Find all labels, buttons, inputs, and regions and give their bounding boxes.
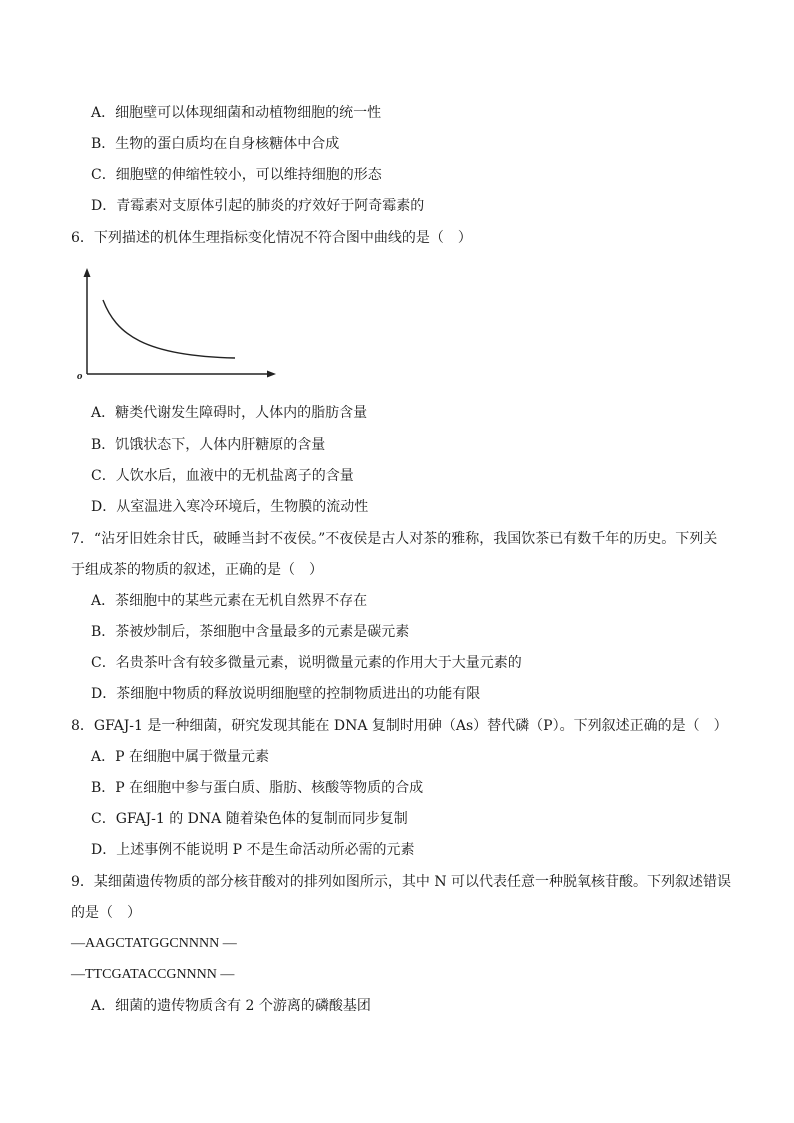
q9-stem-line1: 9．某细菌遗传物质的部分核苷酸对的排列如图所示，其中 N 可以代表任意一种脱氧核苷酸。下列叙述错误 xyxy=(71,874,732,890)
x-axis-arrow xyxy=(267,371,276,378)
q7-option-d: D．茶细胞中物质的释放说明细胞壁的控制物质进出的功能有限 xyxy=(91,686,481,702)
q6-option-d: D．从室温进入寒冷环境后，生物膜的流动性 xyxy=(91,499,369,515)
q6-option-c: C．人饮水后，血液中的无机盐离子的含量 xyxy=(91,468,354,484)
q9-option-a: A．细菌的遗传物质含有 2 个游离的磷酸基团 xyxy=(91,998,371,1014)
q9-sequence-strand1: —AAGCTATGGCNNNN — xyxy=(71,936,237,951)
q8-option-c: C．GFAJ-1 的 DNA 随着染色体的复制而同步复制 xyxy=(91,811,408,827)
q9-stem-line2: 的是（ ） xyxy=(71,905,141,921)
q8-stem: 8．GFAJ-1 是一种细菌，研究发现其能在 DNA 复制时用砷（As）替代磷（P）。下列叙述正确的是（ ） xyxy=(71,718,728,734)
q5-option-a: A．细胞壁可以体现细菌和动植物细胞的统一性 xyxy=(91,105,382,121)
q8-option-a: A．P 在细胞中属于微量元素 xyxy=(91,749,269,765)
q6-option-a: A．糖类代谢发生障碍时，人体内的脂肪含量 xyxy=(91,405,368,421)
q9-sequence-strand2: —TTCGATACCGNNNN — xyxy=(71,967,235,982)
q8-option-b: B．P 在细胞中参与蛋白质、脂肪、核酸等物质的合成 xyxy=(91,780,424,796)
q7-stem-line1: 7．“沾牙旧姓余甘氏，破睡当封不夜侯。”不夜侯是古人对茶的雅称，我国饮茶已有数千年的历史。下列关 xyxy=(71,531,718,547)
q5-option-c: C．细胞壁的伸缩性较小，可以维持细胞的形态 xyxy=(91,167,382,183)
q5-option-d: D．青霉素对支原体引起的肺炎的疗效好于阿奇霉素的 xyxy=(91,198,425,214)
q7-option-b: B．茶被炒制后，茶细胞中含量最多的元素是碳元素 xyxy=(91,624,410,640)
q6-option-b: B．饥饿状态下，人体内肝糖原的含量 xyxy=(91,437,326,453)
decay-curve xyxy=(103,300,235,358)
q7-stem-line2: 于组成茶的物质的叙述，正确的是（ ） xyxy=(71,562,323,578)
q6-curve-graph xyxy=(72,266,282,381)
graph-origin-label: o xyxy=(77,370,83,382)
q6-stem: 6．下列描述的机体生理指标变化情况不符合图中曲线的是（ ） xyxy=(71,230,472,246)
q7-option-c: C．名贵茶叶含有较多微量元素，说明微量元素的作用大于大量元素的 xyxy=(91,655,522,671)
q7-option-a: A．茶细胞中的某些元素在无机自然界不存在 xyxy=(91,593,368,609)
q8-option-d: D．上述事例不能说明 P 不是生命活动所必需的元素 xyxy=(91,842,415,858)
q5-option-b: B．生物的蛋白质均在自身核糖体中合成 xyxy=(91,136,340,152)
y-axis-arrow xyxy=(84,268,91,277)
